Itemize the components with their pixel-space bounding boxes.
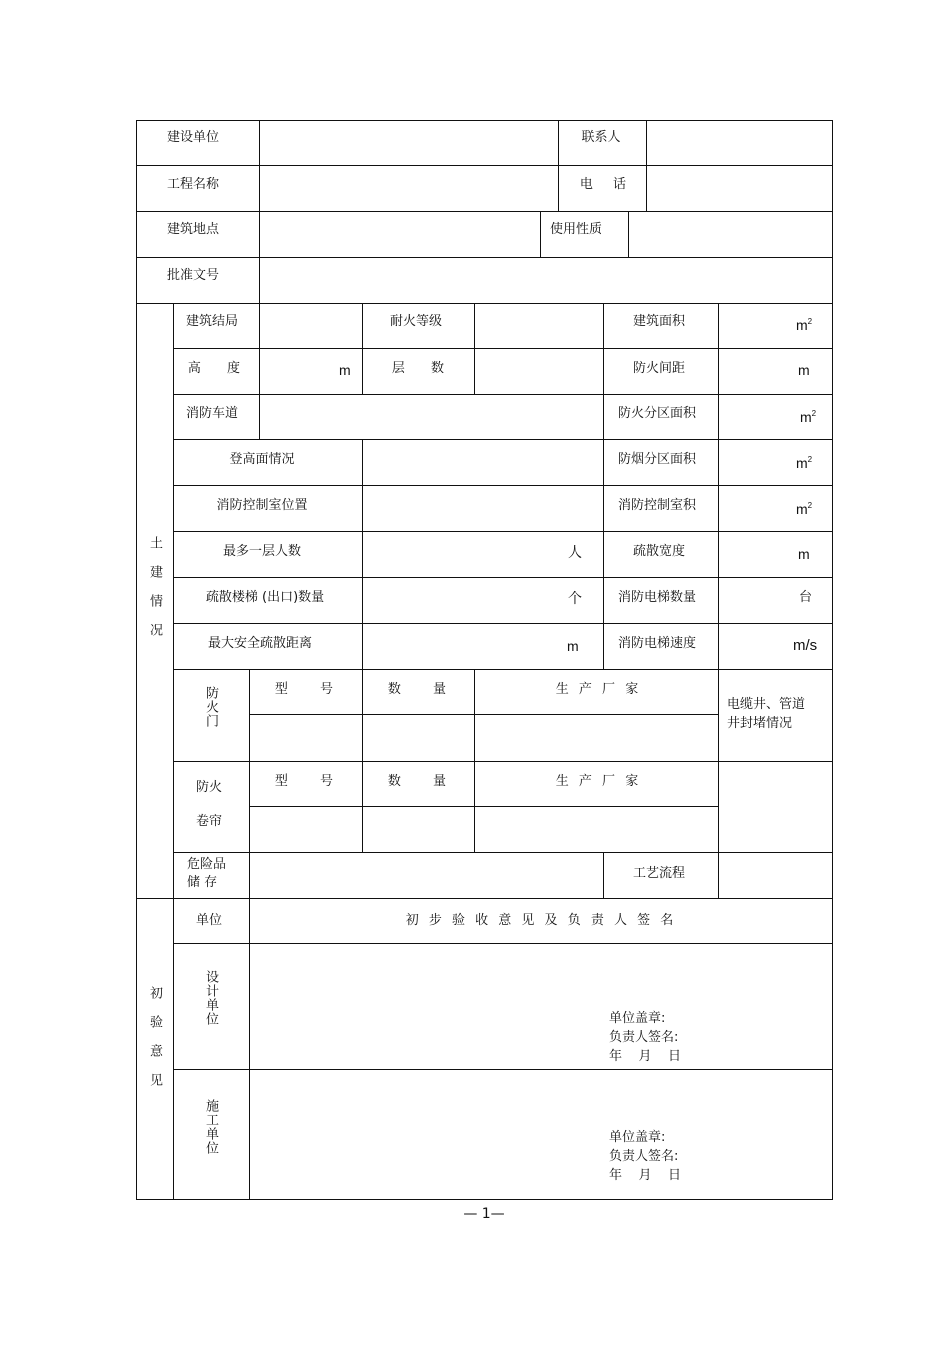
unit-m: m	[798, 546, 810, 562]
section-acceptance-label: 初验意见	[147, 986, 162, 1102]
divider	[173, 348, 833, 349]
border-right	[832, 120, 833, 1200]
label-fire-shutter: 卷帘	[195, 814, 223, 829]
unit-sets: 台	[799, 590, 813, 605]
label-construction-unit: 施工单位	[203, 1099, 218, 1155]
label-approval-no: 批准文号	[166, 268, 220, 283]
header-quantity: 数 量	[387, 682, 461, 697]
label-process-flow: 工艺流程	[632, 866, 686, 881]
label-structure: 建筑结局	[185, 314, 239, 329]
divider	[173, 669, 833, 670]
header-model: 型 号	[274, 774, 348, 789]
divider	[259, 303, 260, 440]
label-height: 高 度	[187, 361, 241, 376]
label-contact: 联系人	[581, 130, 621, 145]
divider	[173, 852, 833, 853]
divider	[136, 898, 833, 899]
header-manufacturer: 生 产 厂 家	[555, 774, 639, 789]
label-fire-shutter: 防火	[195, 780, 223, 795]
header-opinion: 初 步 验 收 意 见 及 负 责 人 签 名	[405, 913, 677, 928]
divider	[603, 303, 604, 669]
label-fire-lane: 消防车道	[185, 406, 239, 421]
divider	[603, 852, 604, 898]
page-number: — 1—	[463, 1206, 505, 1222]
label-building-site: 建筑地点	[166, 222, 220, 237]
header-model: 型 号	[274, 682, 348, 697]
label-control-room-area: 消防控制室积	[617, 498, 697, 513]
label-evac-stairs: 疏散楼梯 (出口)数量	[205, 590, 325, 605]
divider	[136, 165, 833, 166]
sign-block-construction: 单位盖章: 负责人签名: 年 月 日	[609, 1130, 682, 1183]
divider	[362, 439, 363, 669]
divider	[718, 303, 719, 898]
sign-block-design: 单位盖章: 负责人签名: 年 月 日	[609, 1011, 682, 1064]
label-building-area: 建筑面积	[632, 314, 686, 329]
divider	[628, 211, 629, 257]
label-max-evac-distance: 最大安全疏散距离	[207, 636, 313, 651]
divider	[474, 669, 475, 852]
label-project-name: 工程名称	[166, 177, 220, 192]
divider	[474, 303, 475, 394]
label-climbing-surface: 登高面情况	[229, 452, 295, 467]
unit-sqm: $m^2$	[796, 317, 813, 333]
divider	[136, 303, 833, 304]
label-fire-compartment-area: 防火分区面积	[617, 406, 697, 421]
unit-m: m	[798, 362, 810, 378]
unit-sqm: $m^2$	[796, 501, 813, 517]
unit-sqm: $m^2$	[800, 409, 817, 425]
label-construction-unit: 建设单位	[166, 130, 220, 145]
divider	[249, 806, 718, 807]
divider	[558, 120, 559, 211]
divider	[173, 623, 833, 624]
section-civil-label: 土建情况	[147, 536, 162, 652]
divider	[173, 485, 833, 486]
divider	[173, 943, 833, 944]
divider	[259, 120, 260, 303]
header-quantity: 数 量	[387, 774, 461, 789]
divider	[173, 303, 174, 1200]
label-fire-spacing: 防火间距	[632, 361, 686, 376]
divider	[136, 257, 833, 258]
divider	[540, 211, 541, 257]
border-bottom	[136, 1199, 833, 1200]
label-evac-width: 疏散宽度	[632, 544, 686, 559]
divider	[173, 761, 833, 762]
divider	[362, 303, 363, 394]
divider	[173, 1069, 833, 1070]
label-smoke-compartment-area: 防烟分区面积	[617, 452, 697, 467]
unit-people: 人	[568, 545, 582, 561]
label-fire-rating: 耐火等级	[389, 314, 443, 329]
border-left	[136, 120, 137, 1200]
label-control-room-location: 消防控制室位置	[216, 498, 308, 513]
label-floors: 层 数	[391, 361, 445, 376]
unit-pieces: 个	[568, 591, 582, 607]
divider	[646, 120, 647, 211]
label-fire-door: 防火门	[203, 686, 218, 728]
label-design-unit: 设计单位	[203, 970, 218, 1026]
label-phone: 电 话	[579, 177, 627, 192]
label-hazmat: 危险品 储 存	[187, 857, 227, 890]
label-shaft-sealing: 电缆井、管道 井封堵情况	[727, 697, 806, 731]
header-manufacturer: 生 产 厂 家	[555, 682, 639, 697]
divider	[173, 394, 833, 395]
label-fire-elevator-speed: 消防电梯速度	[617, 636, 697, 651]
label-usage: 使用性质	[549, 222, 603, 237]
divider	[173, 531, 833, 532]
border-top	[136, 120, 833, 121]
header-unit: 单位	[195, 913, 223, 928]
divider	[249, 714, 718, 715]
divider	[249, 669, 250, 1200]
divider	[362, 669, 363, 852]
unit-ms: m/s	[793, 637, 818, 654]
unit-m: m	[339, 362, 351, 378]
divider	[173, 577, 833, 578]
divider	[173, 439, 833, 440]
divider	[136, 211, 833, 212]
label-max-floor-people: 最多一层人数	[222, 544, 302, 559]
label-fire-elevator-count: 消防电梯数量	[617, 590, 697, 605]
unit-sqm: $m^2$	[796, 455, 813, 471]
unit-m: m	[567, 638, 579, 654]
